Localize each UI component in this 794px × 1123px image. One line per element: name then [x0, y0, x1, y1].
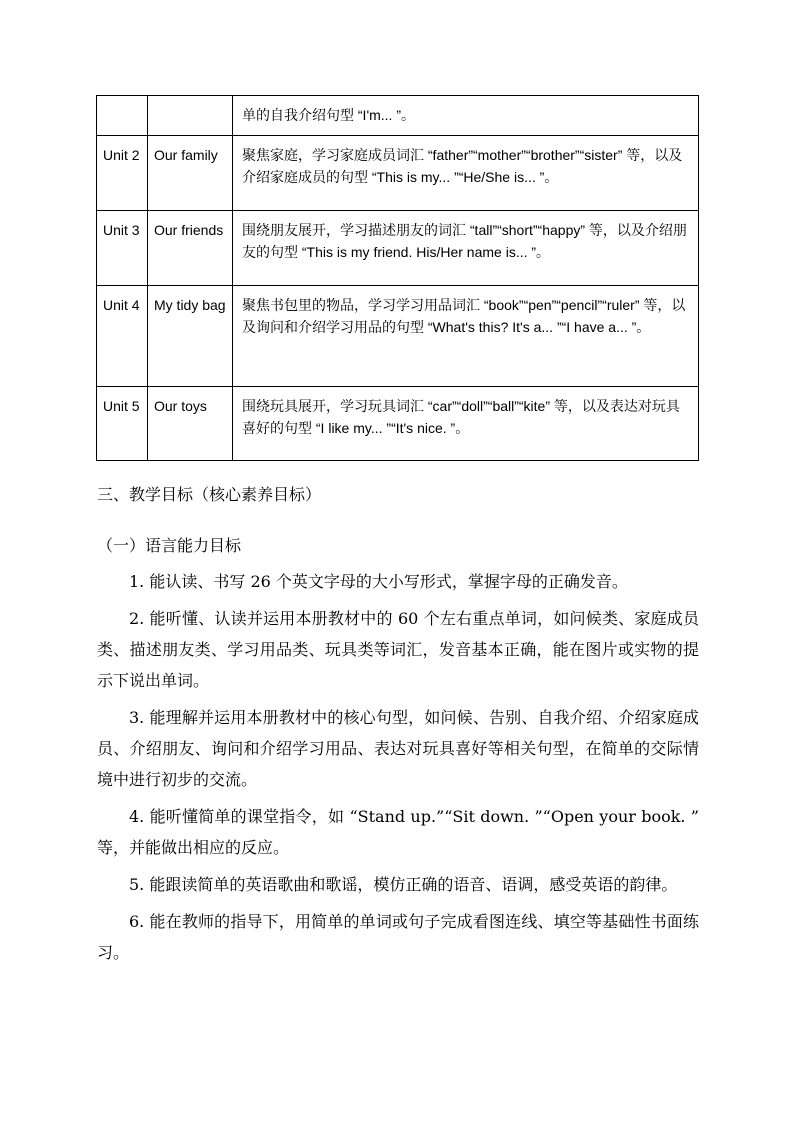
title-cell: Our toys	[148, 387, 233, 461]
description-cell: 围绕朋友展开，学习描述朋友的词汇 “tall”“short”“happy” 等，以及介绍朋友的句型 “This is my friend. His/Her name is... ”。	[233, 211, 699, 286]
description-cell: 聚焦书包里的物品，学习学习用品词汇 “book”“pen”“pencil”“ruler” 等，以及询问和介绍学习用品的句型 “What's this? It's a... ”“I have a... ”。	[233, 286, 699, 387]
unit-cell	[97, 96, 148, 136]
goal-item: 6. 能在教师的指导下，用简单的单词或句子完成看图连线、填空等基础性书面练习。	[97, 912, 699, 962]
description-cell: 单的自我介绍句型 “I'm... ”。	[233, 96, 699, 136]
goal-item: 2. 能听懂、认读并运用本册教材中的 60 个左右重点单词，如问候类、家庭成员类、描述朋友类、学习用品类、玩具类等词汇，发音基本正确，能在图片或实物的提示下说出单词。	[97, 609, 699, 690]
unit-table	[96, 95, 699, 461]
table-row	[97, 96, 699, 136]
table-row	[97, 211, 699, 286]
title-cell: Our friends	[148, 211, 233, 286]
goal-item: 4. 能听懂简单的课堂指令，如 “Stand up.”“Sit down. ”“Open your book. ” 等，并能做出相应的反应。	[97, 807, 699, 857]
goal-item: 3. 能理解并运用本册教材中的核心句型，如问候、告别、自我介绍、介绍家庭成员、介绍朋友、询问和介绍学习用品、表达对玩具喜好等相关句型，在简单的交际情境中进行初步的交流。	[97, 708, 699, 789]
goal-item: 1. 能认读、书写 26 个英文字母的大小写形式，掌握字母的正确发音。	[129, 572, 628, 591]
title-cell	[148, 96, 233, 136]
unit-cell: Unit 3	[97, 211, 148, 286]
table-row	[97, 286, 699, 387]
unit-cell: Unit 5	[97, 387, 148, 461]
section-heading: 三、教学目标（核心素养目标）	[97, 485, 322, 504]
table-row	[97, 387, 699, 461]
description-cell: 围绕玩具展开，学习玩具词汇 “car”“doll”“ball”“kite” 等，以及表达对玩具喜好的句型 “I like my... ”“It's nice. ”。	[233, 387, 699, 461]
sub-heading: （一）语言能力目标	[97, 536, 242, 555]
title-cell: My tidy bag	[148, 286, 233, 387]
description-cell: 聚焦家庭，学习家庭成员词汇 “father”“mother”“brother”“sister” 等，以及介绍家庭成员的句型 “This is my... ”“He/She is... ”。	[233, 136, 699, 211]
unit-cell: Unit 4	[97, 286, 148, 387]
table-row	[97, 136, 699, 211]
goal-list	[97, 566, 699, 974]
goal-item: 5. 能跟读简单的英语歌曲和歌谣，模仿正确的语音、语调，感受英语的韵律。	[129, 875, 678, 894]
unit-cell: Unit 2	[97, 136, 148, 211]
title-cell: Our family	[148, 136, 233, 211]
